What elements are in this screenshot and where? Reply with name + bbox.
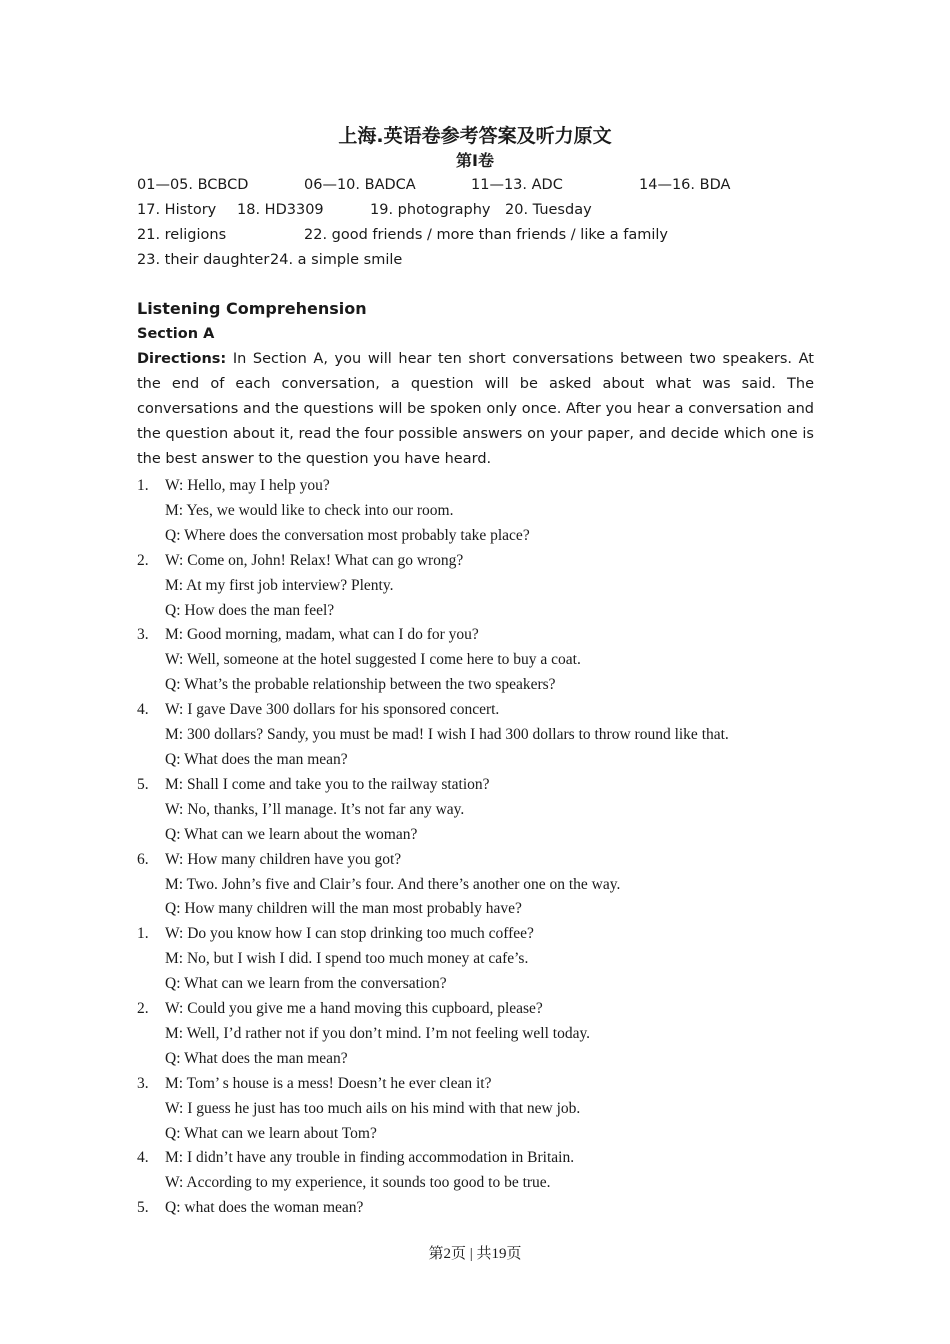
dialogue-line: W: Could you give me a hand moving this cupboard, please? (165, 1000, 543, 1018)
list-item (137, 474, 817, 549)
dialogue-line: M: Well, I’d rather not if you don’t mind. I’m not feeling well today. (165, 1024, 591, 1042)
dialogue-line: M: 300 dollars? Sandy, you must be mad! I wish I had 300 dollars to throw round like that. (165, 726, 729, 744)
list-item (137, 1072, 817, 1147)
answer-row (137, 198, 827, 223)
item-number: 6. (137, 850, 149, 868)
item-number: 3. (137, 626, 149, 644)
page-subtitle: 第I卷 (456, 151, 494, 170)
page-title: 上海.英语卷参考答案及听力原文 (338, 125, 612, 147)
answer-cell: 19. photography (370, 202, 491, 218)
dialogue-line: Q: Where does the conversation most probably take place? (165, 526, 530, 544)
dialogue-line: W: No, thanks, I’ll manage. It’s not far any way. (165, 800, 465, 818)
page-footer: 第2页 | 共19页 (428, 1246, 522, 1262)
dialogue-line: Q: What can we learn about Tom? (165, 1124, 377, 1142)
dialogue-line: Q: How does the man feel? (165, 601, 335, 619)
list-item (137, 773, 817, 848)
list-item (137, 1146, 817, 1196)
list-item (137, 623, 817, 698)
dialogue-line: W: I guess he just has too much ails on his mind with that new job. (165, 1099, 581, 1117)
dialogue-line: W: I gave Dave 300 dollars for his sponsored concert. (165, 701, 500, 719)
dialogue-line: Q: What does the man mean? (165, 1049, 348, 1067)
dialogue-line: Q: What can we learn from the conversation? (165, 975, 447, 993)
dialogue-line: Q: what does the woman mean? (165, 1199, 364, 1217)
item-number: 5. (137, 1199, 149, 1217)
item-number: 1. (137, 925, 149, 943)
dialogue-line: W: Hello, may I help you? (165, 477, 330, 494)
list-item (137, 1196, 817, 1221)
list-item (137, 922, 817, 997)
section-heading: Listening Comprehension (137, 299, 367, 318)
directions-paragraph (137, 347, 814, 472)
dialogue-line: W: How many children have you got? (165, 850, 402, 868)
item-number: 4. (137, 1149, 149, 1167)
item-number: 3. (137, 1074, 149, 1092)
answer-cell: 24. a simple smile (270, 252, 403, 268)
list-item (137, 698, 817, 773)
item-number: 5. (137, 775, 149, 793)
answer-cell: 06—10. BADCA (304, 177, 416, 193)
answer-cell: 23. their daughter (137, 252, 270, 268)
dialogue-line: M: No, but I wish I did. I spend too much money at cafe’s. (165, 950, 529, 968)
item-number: 2. (137, 551, 149, 569)
dialogue-line: Q: What’s the probable relationship between the two speakers? (165, 676, 556, 694)
list-item (137, 997, 817, 1072)
answer-cell: 14—16. BDA (639, 177, 731, 193)
answer-cell: 01—05. BCBCD (137, 177, 249, 193)
dialogue-line: W: Well, someone at the hotel suggested I come here to buy a coat. (165, 651, 581, 669)
list-item (137, 848, 817, 923)
item-number: 1. (137, 477, 149, 494)
answer-cell: 20. Tuesday (505, 202, 592, 218)
answer-cell: 11—13. ADC (471, 177, 563, 193)
list-item (137, 549, 817, 624)
answer-cell: 21. religions (137, 227, 227, 243)
dialogue-line: M: Yes, we would like to check into our room. (165, 501, 454, 519)
directions-text: In Section A, you will hear ten short conversations between two speakers. At the end of each conversation, a question will be asked about what was said. The conversations and the questions will be spoken only once. After you hear a conversation and the question about it, read the four possible answers on your paper, and decide which one is the best answer to the question you have heard. (137, 351, 814, 467)
dialogue-line: M: Two. John’s five and Clair’s four. And there’s another one on the way. (165, 875, 621, 893)
answer-cell: 22. good friends / more than friends / like a family (304, 227, 669, 243)
item-number: 2. (137, 1000, 149, 1018)
dialogue-line: W: Come on, John! Relax! What can go wrong? (165, 551, 464, 569)
directions-label: Directions: (137, 351, 227, 367)
item-number: 4. (137, 701, 149, 719)
answer-cell: 17. History (137, 202, 217, 218)
dialogue-line: Q: What does the man mean? (165, 750, 348, 768)
dialogue-line: Q: How many children will the man most probably have? (165, 900, 522, 918)
answer-row (137, 173, 827, 198)
answer-row (137, 223, 827, 248)
conversation-list (137, 474, 817, 1221)
dialogue-line: W: Do you know how I can stop drinking too much coffee? (165, 925, 534, 943)
answer-cell: 18. HD3309 (237, 202, 324, 218)
dialogue-line: W: According to my experience, it sounds too good to be true. (165, 1174, 551, 1192)
dialogue-line: M: Tom’ s house is a mess! Doesn’t he ever clean it? (165, 1074, 492, 1092)
dialogue-line: Q: What can we learn about the woman? (165, 825, 418, 843)
dialogue-line: M: At my first job interview? Plenty. (165, 576, 394, 594)
answer-row (137, 248, 827, 273)
section-subheading: Section A (137, 326, 215, 342)
dialogue-line: M: Shall I come and take you to the railway station? (165, 775, 490, 793)
dialogue-line: M: Good morning, madam, what can I do for you? (165, 626, 479, 644)
dialogue-line: M: I didn’t have any trouble in finding accommodation in Britain. (165, 1149, 575, 1167)
